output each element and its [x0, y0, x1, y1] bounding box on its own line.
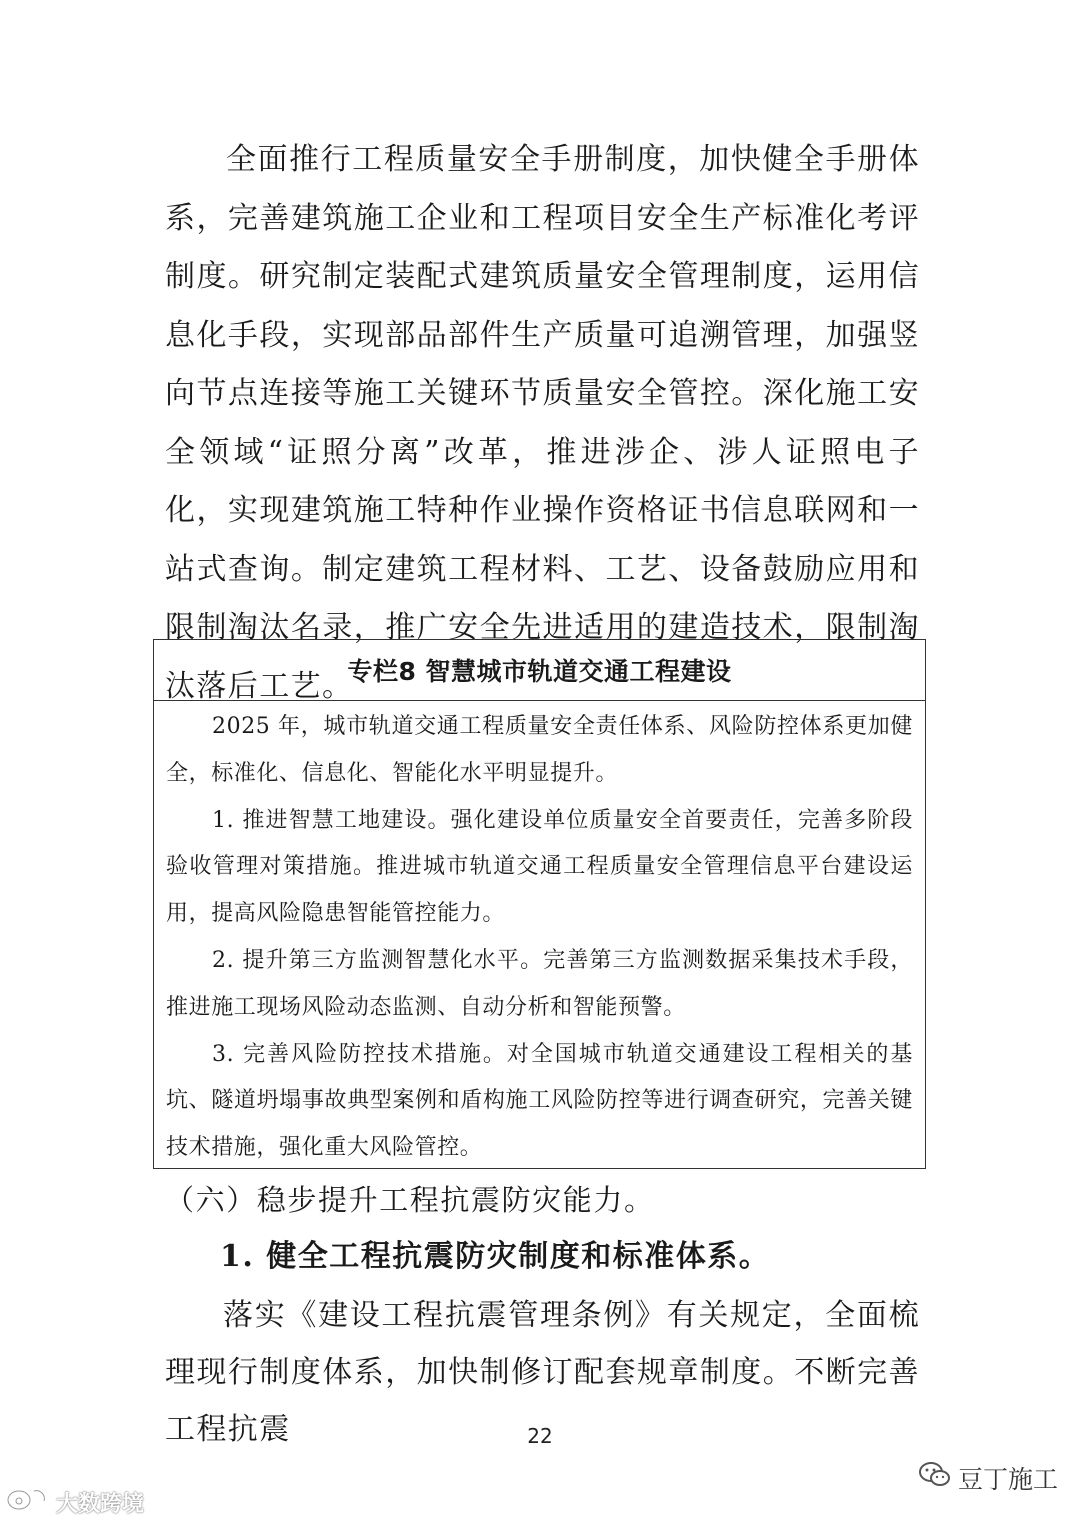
watermark-right-text: 豆丁施工: [957, 1465, 1058, 1494]
page-number: 22: [527, 1424, 553, 1448]
subsection-heading: 1. 健全工程抗震防灾制度和标准体系。: [220, 1239, 771, 1274]
special-column-paragraph: 2025 年，城市轨道交通工程质量安全责任体系、风险防控体系更加健全，标准化、信息化、智能化水平明显提升。: [166, 714, 913, 786]
body-paragraph-1: 全面推行工程质量安全手册制度，加快健全手册体系，完善建筑施工企业和工程项目安全生产标准化考评制度。研究制定装配式建筑质量安全管理制度，运用信息化手段，实现部品部件生产质量可追溯管理，加强竖向节点连接等施工关键环节质量安全管控。深化施工安全领域“证照分离”改革，推进涉企、涉人证照电子化，实现建筑施工特种作业操作资格证书信息联网和一站式查询。制定建筑工程材料、工艺、设备鼓励应用和限制淘汰名录，推广安全先进适用的建造技术，限制淘汰落后工艺。: [165, 142, 920, 704]
special-column-body: [154, 701, 925, 1172]
body-paragraph-3: 落实《建设工程抗震管理条例》有关规定，全面梳理现行制度体系，加快制修订配套规章制度。不断完善工程抗震: [165, 1298, 920, 1447]
special-column-paragraph: 3. 完善风险防控技术措施。对全国城市轨道交通建设工程相关的基坑、隧道坍塌事故典型案例和盾构施工风险防控等进行调查研究，完善关键技术措施，强化重大风险管控。: [166, 1041, 913, 1161]
section-heading: （六）稳步提升工程抗震防灾能力。: [165, 1183, 655, 1217]
special-column-title: 专栏8 智慧城市轨道交通工程建设: [154, 640, 925, 701]
wechat-logo-icon: [918, 1460, 952, 1496]
special-column-box: [153, 639, 926, 1169]
watermark-right: [918, 1460, 1058, 1496]
watermark-left: [6, 1486, 144, 1518]
watermark-left-text: 大数跨境: [56, 1491, 145, 1517]
special-column-paragraph: 1. 推进智慧工地建设。强化建设单位质量安全首要责任，完善多阶段验收管理对策措施。推进城市轨道交通工程质量安全管理信息平台建设运用，提高风险隐患智能管控能力。: [166, 807, 913, 927]
special-column-paragraph: 2. 提升第三方监测智慧化水平。完善第三方监测数据采集技术手段，推进施工现场风险动态监测、自动分析和智能预警。: [166, 947, 913, 1020]
weibo-logo-icon: [6, 1486, 50, 1518]
